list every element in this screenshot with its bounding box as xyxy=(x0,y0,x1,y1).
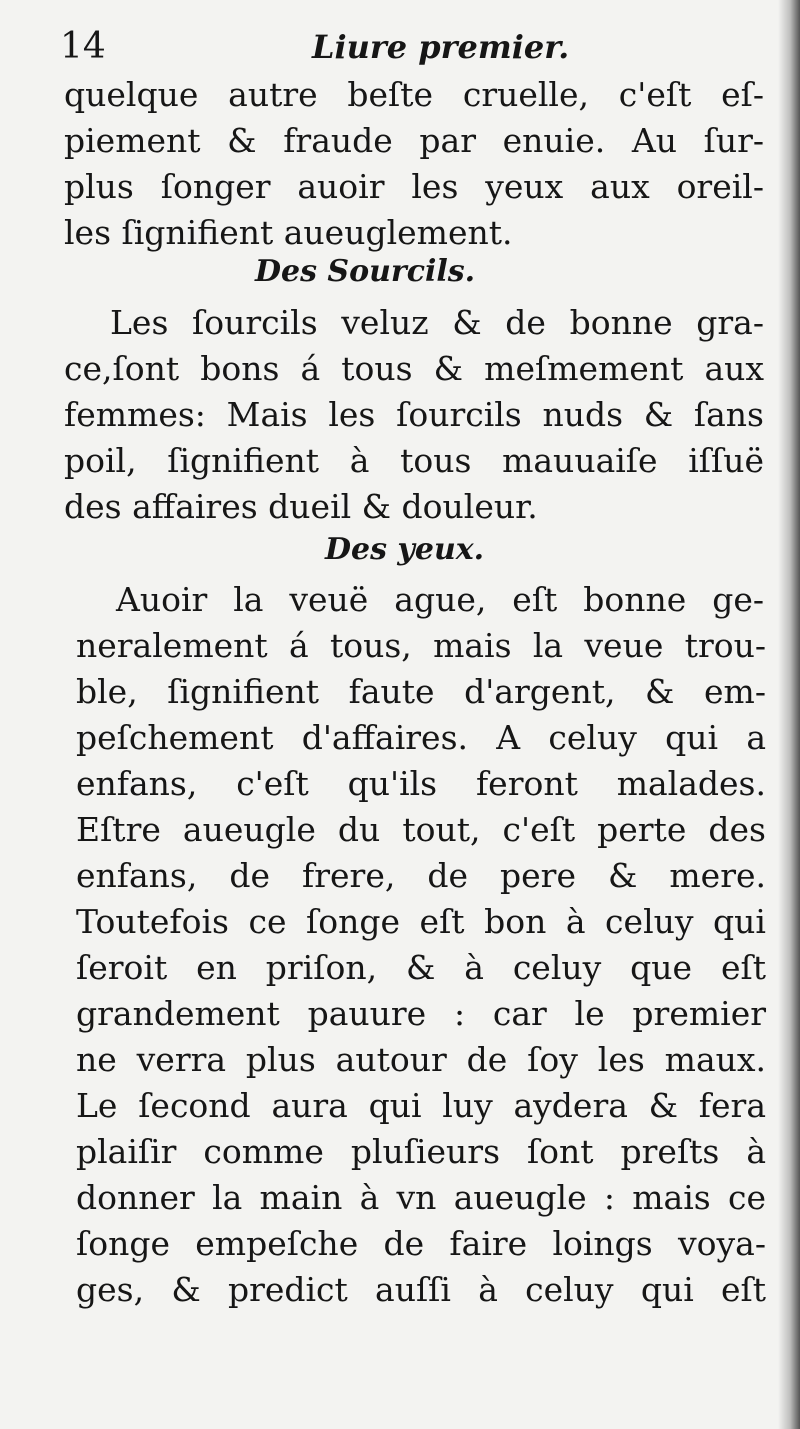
text-line: les ſignifient aueuglement. xyxy=(64,213,513,252)
section-heading-sourcils: Des Sourcils. xyxy=(255,254,476,289)
text-line: donner la main à vn aueugle : mais ce xyxy=(76,1178,766,1217)
text-line: Toutefois ce ſonge eſt bon à celuy qui xyxy=(76,902,766,941)
text-line: piement & fraude par enuie. Au ſur- xyxy=(64,121,764,160)
text-line: ſeroit en priſon, & à celuy que eſt xyxy=(76,948,766,987)
section-heading-yeux: Des yeux. xyxy=(325,532,485,567)
text-line: femmes: Mais les ſourcils nuds & ſans xyxy=(64,395,764,434)
text-line: Le ſecond aura qui luy aydera & fera xyxy=(76,1086,766,1125)
page-header xyxy=(0,22,800,72)
text-line: grandement pauure : car le premier xyxy=(76,994,766,1033)
text-line: Eſtre aueugle du tout, c'eſt perte des xyxy=(76,810,766,849)
text-line: plaiſir comme pluſieurs ſont preſts à xyxy=(76,1132,766,1171)
text-line: des affaires dueil & douleur. xyxy=(64,487,538,526)
text-line: peſchement d'affaires. A celuy qui a xyxy=(76,718,766,757)
text-line: Les ſourcils veluz & de bonne gra- xyxy=(110,303,764,342)
text-line: ne verra plus autour de ſoy les maux. xyxy=(76,1040,766,1079)
text-line: enfans, c'eſt qu'ils feront malades. xyxy=(76,764,766,803)
page-edge-shadow xyxy=(778,0,800,1429)
text-line: ſonge empeſche de faire loings voya- xyxy=(76,1224,766,1263)
text-line: enfans, de frere, de pere & mere. xyxy=(76,856,766,895)
text-line: plus ſonger auoir les yeux aux oreil- xyxy=(64,167,764,206)
text-line: ble, ſignifient faute d'argent, & em- xyxy=(76,672,766,711)
text-line: ges, & predict auſſi à celuy qui eſt xyxy=(76,1270,766,1309)
text-line: Auoir la veuë ague, eſt bonne ge- xyxy=(116,580,764,619)
text-line: quelque autre beſte cruelle, c'eſt eſ- xyxy=(64,75,764,114)
running-head: Liure premier. xyxy=(312,28,570,66)
text-line: ce,ſont bons á tous & meſmement aux xyxy=(64,349,764,388)
page-number: 14 xyxy=(60,26,106,67)
text-line: poil, ſignifient à tous mauuaiſe iſſuë xyxy=(64,441,764,480)
text-line: neralement á tous, mais la veue trou- xyxy=(76,626,766,665)
